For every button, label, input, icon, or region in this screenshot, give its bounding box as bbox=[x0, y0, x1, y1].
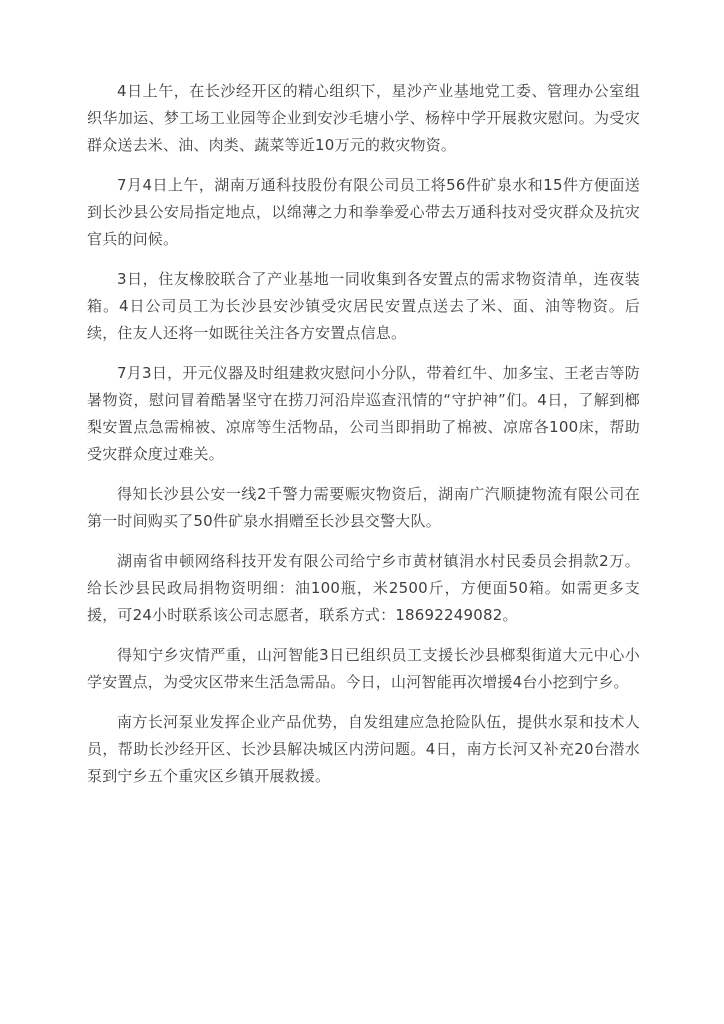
paragraph: 3日，住友橡胶联合了产业基地一同收集到各安置点的需求物资清单，连夜装箱。4日公司员工为长沙县安沙镇受灾居民安置点送去了米、面、油等物资。后续，住友人还将一如既往关注各方安置点信息。 bbox=[87, 270, 640, 342]
paragraph: 得知宁乡灾情严重，山河智能3日已组织员工支援长沙县榔梨街道大元中心小学安置点，为受灾区带来生活急需品。今日，山河智能再次增援4台小挖到宁乡。 bbox=[87, 646, 640, 691]
paragraph: 7月4日上午，湖南万通科技股份有限公司员工将56件矿泉水和15件方便面送到长沙县公安局指定地点，以绵薄之力和拳拳爱心带去万通科技对受灾群众及抗灾官兵的问候。 bbox=[87, 176, 640, 248]
paragraph: 湖南省申顿网络科技开发有限公司给宁乡市黄材镇涓水村民委员会捐款2万。给长沙县民政局捐物资明细：油100瓶，米2500斤，方便面50箱。如需更多支援，可24小时联系该公司志愿者，联系方式：18692249082。 bbox=[87, 552, 640, 624]
paragraph: 7月3日，开元仪器及时组建救灾慰问小分队，带着红牛、加多宝、王老吉等防暑物资，慰问冒着酷暑坚守在捞刀河沿岸巡查汛情的“守护神”们。4日，了解到榔梨安置点急需棉被、凉席等生活物品，公司当即捐助了棉被、凉席各100床，帮助受灾群众度过难关。 bbox=[87, 364, 640, 463]
paragraph: 得知长沙县公安一线2千警力需要赈灾物资后，湖南广汽顺捷物流有限公司在第一时间购买了50件矿泉水捐赠至长沙县交警大队。 bbox=[87, 485, 640, 530]
paragraph: 南方长河泵业发挥企业产品优势，自发组建应急抢险队伍，提供水泵和技术人员，帮助长沙经开区、长沙县解决城区内涝问题。4日，南方长河又补充20台潜水泵到宁乡五个重灾区乡镇开展救援。 bbox=[87, 713, 640, 785]
paragraph: 4日上午，在长沙经开区的精心组织下，星沙产业基地党工委、管理办公室组织华加运、梦工场工业园等企业到安沙毛塘小学、杨梓中学开展救灾慰问。为受灾群众送去米、油、肉类、蔬菜等近10万元的救灾物资。 bbox=[87, 82, 640, 154]
